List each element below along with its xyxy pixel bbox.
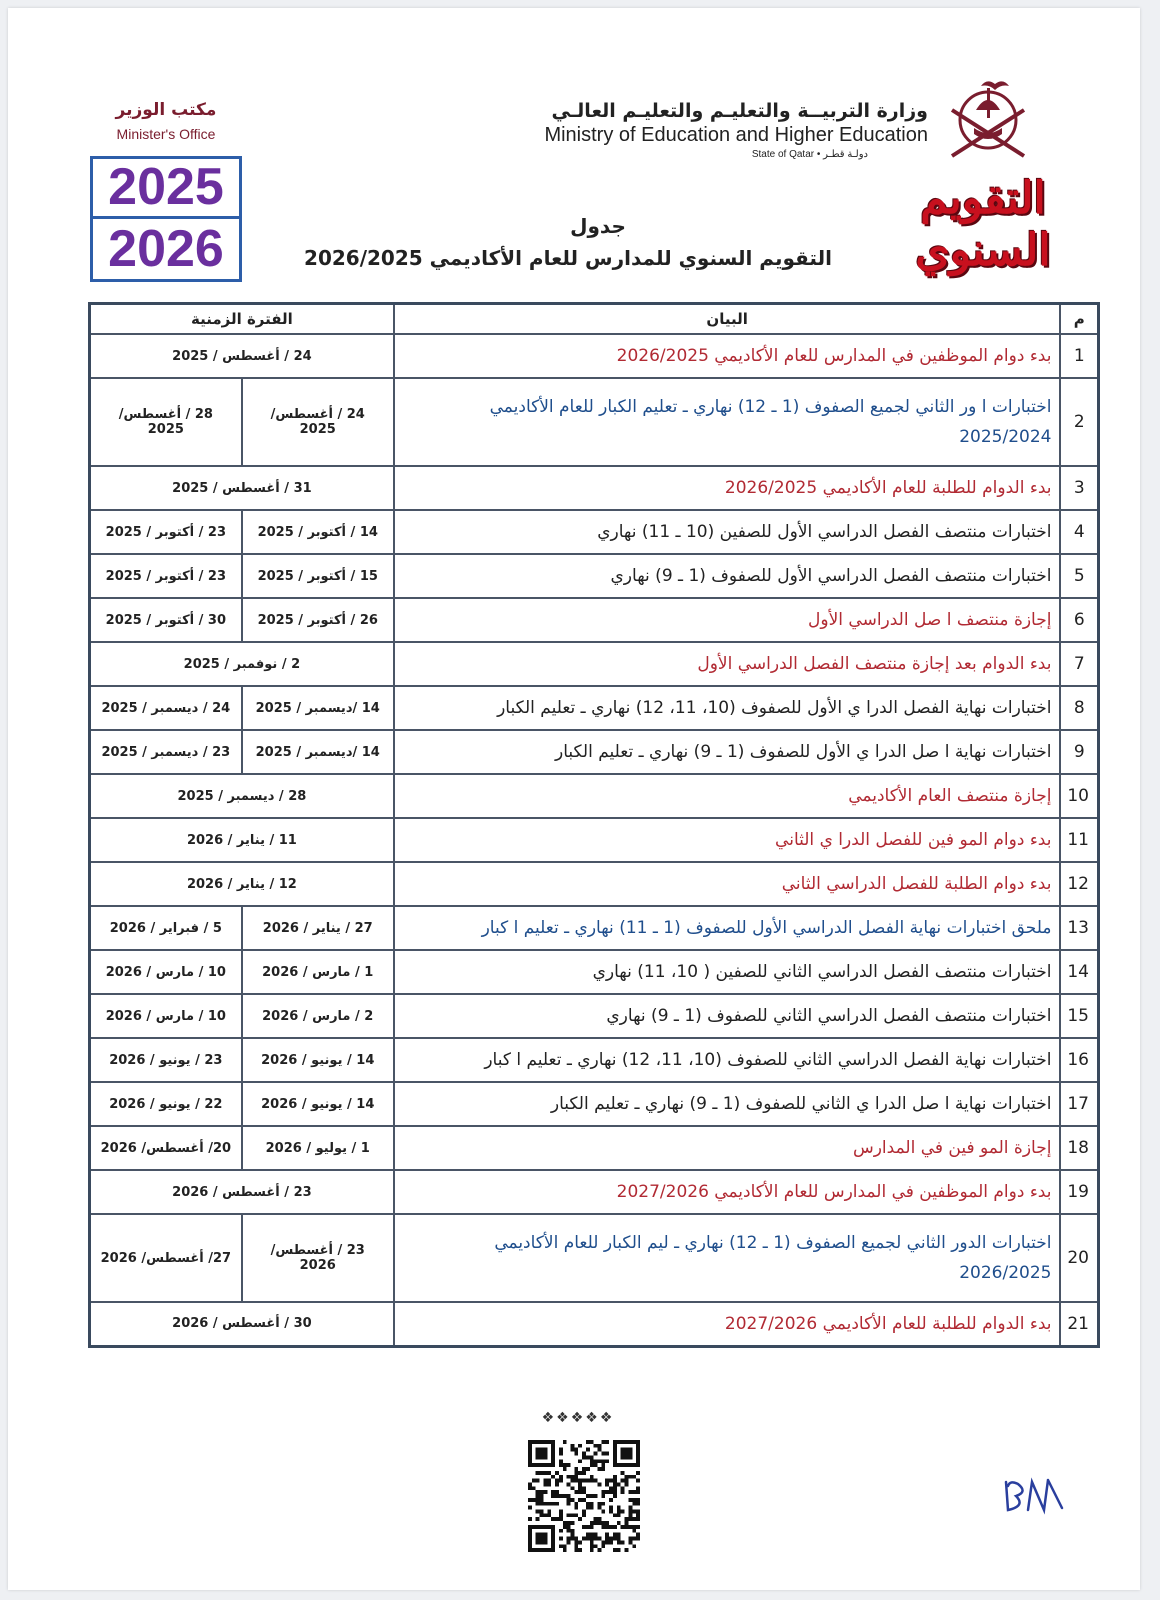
office-arabic: مكتب الوزير xyxy=(115,100,217,120)
row-description: اختبارات نهاية ا صل الدرا ي الأول للصفوف (1 ـ 9) نهاري ـ تعليم الكبار xyxy=(394,730,1061,774)
row-description: بدء دوام الموظفين في المدارس للعام الأكاديمي 2027/2026 xyxy=(394,1170,1061,1214)
row-date-from: 27 / يناير / 2026 xyxy=(242,906,394,950)
row-description: إجازة منتصف ا صل الدراسي الأول xyxy=(394,598,1061,642)
row-date-from: 14 / يونيو / 2026 xyxy=(242,1038,394,1082)
row-date-from: 14 /ديسمبر / 2025 xyxy=(242,730,394,774)
state-of-qatar: State of Qatar • دولـة قطـر xyxy=(751,149,868,160)
row-description: اختبارات نهاية ا صل الدرا ي الثاني للصفوف (1 ـ 9) نهاري ـ تعليم الكبار xyxy=(394,1082,1061,1126)
row-number: 17 xyxy=(1060,1082,1098,1126)
row-description: بدء الدوام بعد إجازة منتصف الفصل الدراسي الأول xyxy=(394,642,1061,686)
row-number: 19 xyxy=(1060,1170,1098,1214)
row-date-to: 30 / أكتوبر / 2025 xyxy=(90,598,242,642)
ministers-office-label xyxy=(96,100,236,142)
table-row xyxy=(90,1214,1099,1302)
table-row xyxy=(90,774,1099,818)
row-description: اختبارات منتصف الفصل الدراسي الثاني للصفين ( 10، 11) نهاري xyxy=(394,950,1061,994)
row-description: بدء الدوام للطلبة للعام الأكاديمي 2026/2025 xyxy=(394,466,1061,510)
table-row xyxy=(90,510,1099,554)
row-number: 4 xyxy=(1060,510,1098,554)
row-date: 24 / أغسطس / 2025 xyxy=(90,334,394,378)
row-number: 8 xyxy=(1060,686,1098,730)
calendar-table xyxy=(88,302,1100,1348)
row-number: 1 xyxy=(1060,334,1098,378)
table-row xyxy=(90,906,1099,950)
table-row xyxy=(90,1038,1099,1082)
row-date: 28 / ديسمبر / 2025 xyxy=(90,774,394,818)
table-row xyxy=(90,598,1099,642)
row-date-to: 5 / فبراير / 2026 xyxy=(90,906,242,950)
row-date: 30 / أغسطس / 2026 xyxy=(90,1302,394,1346)
row-date-to: 24 / ديسمبر / 2025 xyxy=(90,686,242,730)
row-description: اختبارات ا ور الثاني لجميع الصفوف (1 ـ 12) نهاري ـ تعليم الكبار للعام الأكاديمي 2025/2024 xyxy=(394,378,1061,466)
row-number: 9 xyxy=(1060,730,1098,774)
table-row xyxy=(90,1082,1099,1126)
table-row xyxy=(90,818,1099,862)
row-description: اختبارات منتصف الفصل الدراسي الثاني للصفوف (1 ـ 9) نهاري xyxy=(394,994,1061,1038)
annual-calendar-stamp xyxy=(898,173,1068,277)
row-description: بدء دوام المو فين للفصل الدرا ي الثاني xyxy=(394,818,1061,862)
table-row xyxy=(90,1170,1099,1214)
title-line-1: جدول xyxy=(570,214,626,238)
row-number: 18 xyxy=(1060,1126,1098,1170)
row-date-to: 23 / يونيو / 2026 xyxy=(90,1038,242,1082)
row-number: 5 xyxy=(1060,554,1098,598)
qr-code-icon[interactable] xyxy=(528,1440,640,1552)
handwritten-signature xyxy=(998,1470,1068,1520)
row-date-to: 23 / أكتوبر / 2025 xyxy=(90,554,242,598)
header-period: الفترة الزمنية xyxy=(90,304,394,335)
row-date-to: 20/ أغسطس/ 2026 xyxy=(90,1126,242,1170)
row-date: 31 / أغسطس / 2025 xyxy=(90,466,394,510)
table-row xyxy=(90,994,1099,1038)
row-date-to: 10 / مارس / 2026 xyxy=(90,950,242,994)
row-number: 20 xyxy=(1060,1214,1098,1302)
table-row xyxy=(90,554,1099,598)
row-date-from: 2 / مارس / 2026 xyxy=(242,994,394,1038)
document-title xyxy=(298,214,838,270)
row-number: 13 xyxy=(1060,906,1098,950)
office-english: Minister's Office xyxy=(116,126,216,142)
row-description: اختبارات منتصف الفصل الدراسي الأول للصفين (10 ـ 11) نهاري xyxy=(394,510,1061,554)
row-date-from: 14 / أكتوبر / 2025 xyxy=(242,510,394,554)
header-number: م xyxy=(1060,304,1098,335)
row-date-from: 15 / أكتوبر / 2025 xyxy=(242,554,394,598)
table-row xyxy=(90,730,1099,774)
ministry-english: Ministry of Education and Higher Education xyxy=(544,124,928,146)
row-number: 6 xyxy=(1060,598,1098,642)
table-header-row xyxy=(90,304,1099,335)
title-line-2: التقويم السنوي للمدارس للعام الأكاديمي 2026/2025 xyxy=(304,246,832,270)
row-number: 15 xyxy=(1060,994,1098,1038)
ministry-header xyxy=(528,100,928,160)
table-row xyxy=(90,378,1099,466)
row-date-to: 28 / أغسطس/ 2025 xyxy=(90,378,242,466)
row-number: 10 xyxy=(1060,774,1098,818)
ornament-stars: ❖❖❖❖❖ xyxy=(541,1410,615,1426)
table-row xyxy=(90,642,1099,686)
row-date-from: 14 / يونيو / 2026 xyxy=(242,1082,394,1126)
row-number: 21 xyxy=(1060,1302,1098,1346)
qatar-emblem-icon xyxy=(938,70,1038,170)
row-description: بدء الدوام للطلبة للعام الأكاديمي 2027/2026 xyxy=(394,1302,1061,1346)
stamp-line-2: السنوي xyxy=(915,225,1051,276)
row-date-from: 23 / أغسطس/ 2026 xyxy=(242,1214,394,1302)
row-date: 23 / أغسطس / 2026 xyxy=(90,1170,394,1214)
row-number: 16 xyxy=(1060,1038,1098,1082)
row-date-from: 1 / يوليو / 2026 xyxy=(242,1126,394,1170)
row-date: 12 / يناير / 2026 xyxy=(90,862,394,906)
row-date-from: 14 /ديسمبر / 2025 xyxy=(242,686,394,730)
academic-year-box xyxy=(90,156,242,282)
table-row xyxy=(90,466,1099,510)
row-description: إجازة منتصف العام الأكاديمي xyxy=(394,774,1061,818)
header-description: البيان xyxy=(394,304,1061,335)
table-row xyxy=(90,950,1099,994)
stamp-line-1: التقويم xyxy=(920,173,1046,224)
row-description: ملحق اختبارات نهاية الفصل الدراسي الأول للصفوف (1 ـ 11) نهاري ـ تعليم ا كبار xyxy=(394,906,1061,950)
table-row xyxy=(90,862,1099,906)
row-date-to: 23 / أكتوبر / 2025 xyxy=(90,510,242,554)
row-date: 11 / يناير / 2026 xyxy=(90,818,394,862)
ministry-arabic: وزارة التربيــة والتعليـم والتعليـم العالـي xyxy=(551,100,928,122)
row-description: بدء دوام الموظفين في المدارس للعام الأكاديمي 2026/2025 xyxy=(394,334,1061,378)
row-date-to: 22 / يونيو / 2026 xyxy=(90,1082,242,1126)
row-date: 2 / نوفمبر / 2025 xyxy=(90,642,394,686)
year-bottom: 2026 xyxy=(108,220,224,278)
row-description: اختبارات منتصف الفصل الدراسي الأول للصفوف (1 ـ 9) نهاري xyxy=(394,554,1061,598)
table-row xyxy=(90,686,1099,730)
row-date-from: 1 / مارس / 2026 xyxy=(242,950,394,994)
table-row xyxy=(90,1126,1099,1170)
row-description: بدء دوام الطلبة للفصل الدراسي الثاني xyxy=(394,862,1061,906)
row-number: 12 xyxy=(1060,862,1098,906)
row-number: 11 xyxy=(1060,818,1098,862)
table-row xyxy=(90,1302,1099,1346)
row-date-to: 23 / ديسمبر / 2025 xyxy=(90,730,242,774)
row-date-to: 10 / مارس / 2026 xyxy=(90,994,242,1038)
row-date-from: 26 / أكتوبر / 2025 xyxy=(242,598,394,642)
year-top: 2025 xyxy=(93,159,239,219)
row-date-to: 27/ أغسطس/ 2026 xyxy=(90,1214,242,1302)
row-date-from: 24 / أغسطس/ 2025 xyxy=(242,378,394,466)
table-row xyxy=(90,334,1099,378)
row-number: 3 xyxy=(1060,466,1098,510)
row-description: إجازة المو فين في المدارس xyxy=(394,1126,1061,1170)
row-number: 14 xyxy=(1060,950,1098,994)
row-number: 7 xyxy=(1060,642,1098,686)
row-description: اختبارات الدور الثاني لجميع الصفوف (1 ـ 12) نهاري ـ ليم الكبار للعام الأكاديمي 2026/2025 xyxy=(394,1214,1061,1302)
row-description: اختبارات نهاية الفصل الدراسي الثاني للصفوف (10، 11، 12) نهاري ـ تعليم ا كبار xyxy=(394,1038,1061,1082)
row-number: 2 xyxy=(1060,378,1098,466)
document-page xyxy=(8,8,1140,1590)
row-description: اختبارات نهاية الفصل الدرا ي الأول للصفوف (10، 11، 12) نهاري ـ تعليم الكبار xyxy=(394,686,1061,730)
